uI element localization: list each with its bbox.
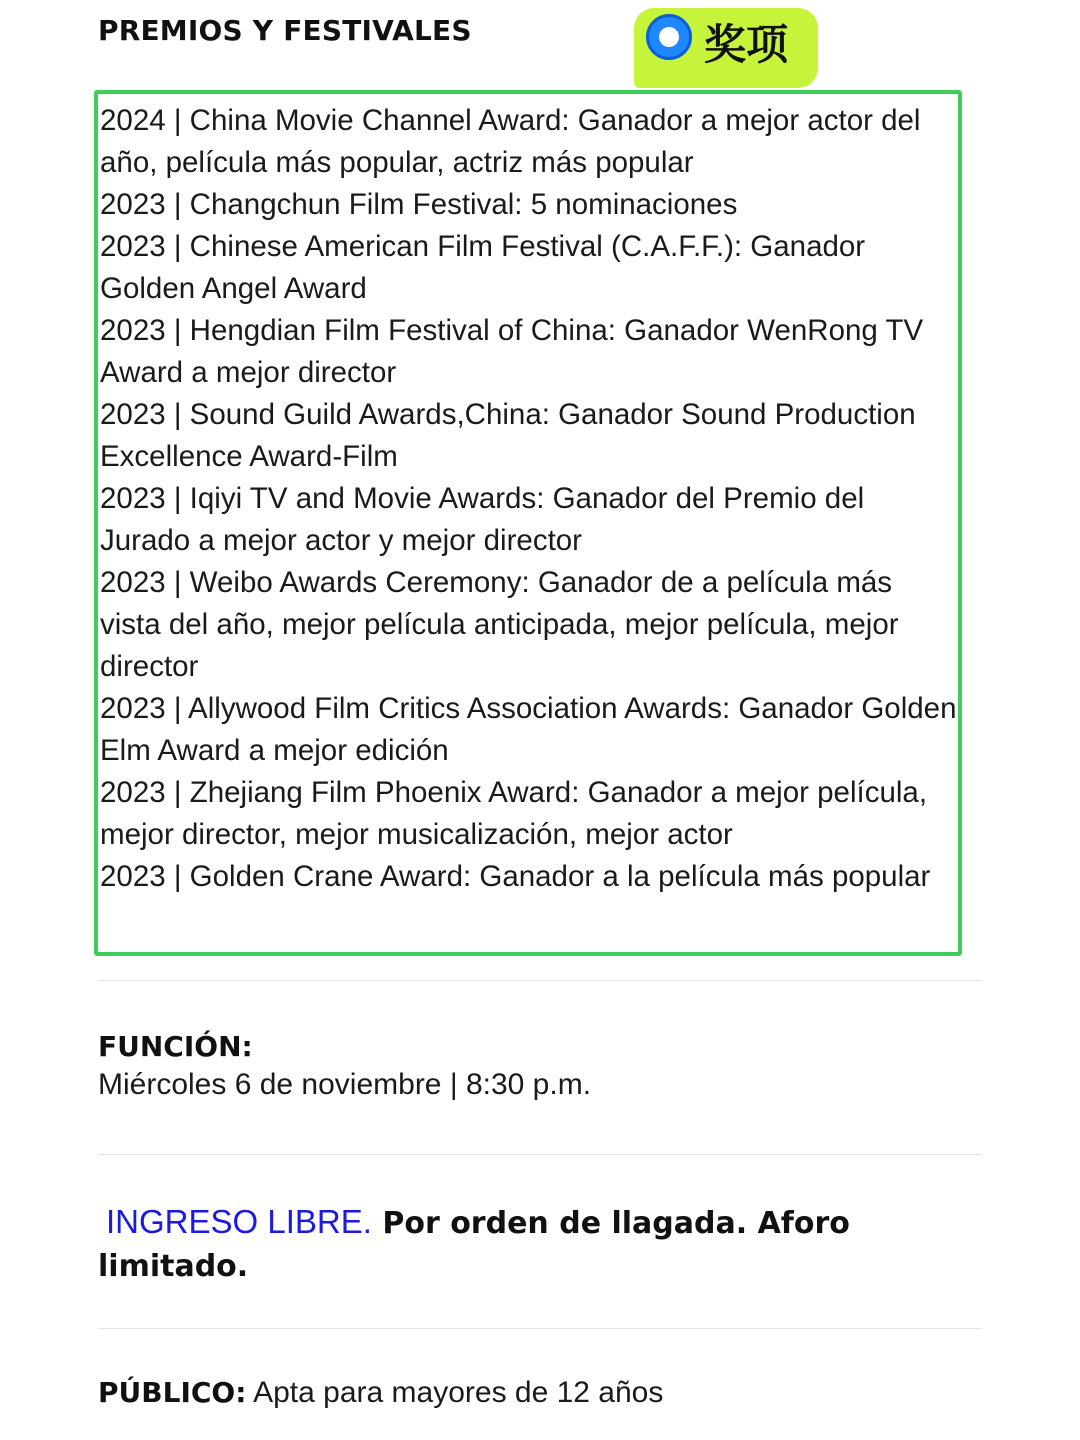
award-item: 2024 | China Movie Channel Award: Ganador a mejor actor del año, película más popular, actriz más popular xyxy=(100,104,921,179)
divider xyxy=(98,1328,982,1329)
award-item: 2023 | Golden Crane Award: Ganador a la película más popular xyxy=(100,860,931,893)
entry-details: Por orden de llagada. Aforo limitado. xyxy=(98,1206,850,1284)
award-sticker xyxy=(634,8,818,88)
award-item: 2023 | Chinese American Film Festival (C.A.F.F.): Ganador Golden Angel Award xyxy=(100,230,866,305)
award-item: 2023 | Allywood Film Critics Association Awards: Ganador Golden Elm Award a mejor edición xyxy=(100,692,957,767)
audience-rating: Apta para mayores de 12 años xyxy=(246,1376,664,1409)
sticker-label: 奖项 xyxy=(704,20,789,69)
divider xyxy=(98,1154,982,1155)
award-item: 2023 | Zhejiang Film Phoenix Award: Ganador a mejor película, mejor director, mejor musicalización, mejor actor xyxy=(100,776,928,851)
award-item: 2023 | Hengdian Film Festival of China: Ganador WenRong TV Award a mejor director xyxy=(100,314,924,389)
awards-list xyxy=(100,100,958,898)
award-item: 2023 | Sound Guild Awards,China: Ganador Sound Production Excellence Award-Film xyxy=(100,398,916,473)
divider xyxy=(98,980,982,981)
award-item: 2023 | Changchun Film Festival: 5 nominaciones xyxy=(100,188,738,221)
function-label: FUNCIÓN: xyxy=(98,1030,253,1063)
audience-label: PÚBLICO: xyxy=(98,1376,247,1409)
function-datetime: Miércoles 6 de noviembre | 8:30 p.m. xyxy=(98,1068,592,1101)
audience-info xyxy=(98,1376,663,1410)
free-entry-label: INGRESO LIBRE. xyxy=(106,1203,372,1240)
award-item: 2023 | Iqiyi TV and Movie Awards: Ganador del Premio del Jurado a mejor actor y mejor director xyxy=(100,482,865,557)
awards-highlight-box xyxy=(94,90,962,956)
section-title: PREMIOS Y FESTIVALES xyxy=(98,14,472,47)
circle-icon xyxy=(646,14,692,60)
award-item: 2023 | Weibo Awards Ceremony: Ganador de a película más vista del año, mejor película anticipada, mejor película, mejor director xyxy=(100,566,899,683)
entry-info xyxy=(98,1200,918,1288)
